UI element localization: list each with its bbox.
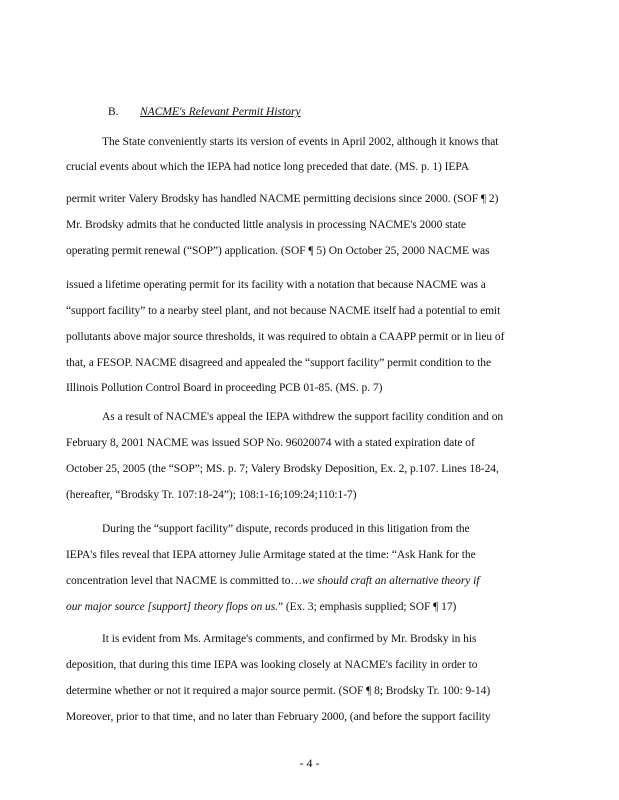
- paragraph-3-line-4: our major source [support] theory flops on us.” (Ex. 3; emphasis supplied; SOF ¶ 17): [66, 601, 457, 613]
- paragraph-3-line-3: concentration level that NACME is committed to…we should craft an alternative theory if: [66, 575, 480, 587]
- paragraph-2-line-4: (hereafter, “Brodsky Tr. 107:18-24”); 108:1-16;109:24;110:1-7): [66, 489, 357, 501]
- paragraph-4-line-3: determine whether or not it required a major source permit. (SOF ¶ 8; Brodsky Tr. 100: 9-14): [66, 685, 491, 697]
- paragraph-1-line-7: “support facility” to a nearby steel plant, and not because NACME itself had a potential to emit: [66, 305, 501, 317]
- paragraph-3-line-1: During the “support facility” dispute, records produced in this litigation from the: [102, 523, 470, 535]
- paragraph-1-line-9: that, a FESOP. NACME disagreed and appealed the “support facility” permit condition to the: [66, 357, 492, 369]
- paragraph-1-line-5: operating permit renewal (“SOP”) application. (SOF ¶ 5) On October 25, 2000 NACME was: [66, 245, 490, 257]
- paragraph-4-line-1: It is evident from Ms. Armitage's comments, and confirmed by Mr. Brodsky in his: [102, 633, 477, 645]
- paragraph-1-line-2: crucial events about which the IEPA had notice long preceded that date. (MS. p. 1) IEPA: [66, 161, 469, 173]
- paragraph-2-line-3: October 25, 2005 (the “SOP”; MS. p. 7; Valery Brodsky Deposition, Ex. 2, p.107. Lines 18-24,: [66, 463, 499, 475]
- section-heading: [108, 106, 301, 118]
- page-number: - 4 -: [299, 756, 320, 770]
- paragraph-1-line-3: permit writer Valery Brodsky has handled NACME permitting decisions since 2000. (SOF ¶ 2): [66, 193, 499, 205]
- paragraph-1-line-6: issued a lifetime operating permit for its facility with a notation that because NACME was a: [66, 279, 486, 291]
- paragraph-1-line-8: pollutants above major source thresholds, it was required to obtain a CAAPP permit or in lieu of: [66, 331, 505, 343]
- section-letter: B.: [108, 106, 119, 118]
- paragraph-1-line-1: The State conveniently starts its version of events in April 2002, although it knows that: [102, 136, 499, 148]
- paragraph-3-line-2: IEPA's files reveal that IEPA attorney Julie Armitage stated at the time: “Ask Hank for the: [66, 549, 476, 561]
- paragraph-4-line-2: deposition, that during this time IEPA was looking closely at NACME's facility in order to: [66, 659, 478, 671]
- paragraph-1-line-10: Illinois Pollution Control Board in proceeding PCB 01-85. (MS. p. 7): [66, 382, 383, 394]
- paragraph-2-line-1: As a result of NACME's appeal the IEPA withdrew the support facility condition and on: [102, 411, 504, 423]
- paragraph-1-line-4: Mr. Brodsky admits that he conducted little analysis in processing NACME's 2000 state: [66, 219, 466, 231]
- section-title: NACME's Relevant Permit History: [140, 106, 301, 118]
- paragraph-2-line-2: February 8, 2001 NACME was issued SOP No. 96020074 with a stated expiration date of: [66, 437, 475, 449]
- paragraph-4-line-4: Moreover, prior to that time, and no later than February 2000, (and before the support facility: [66, 711, 491, 723]
